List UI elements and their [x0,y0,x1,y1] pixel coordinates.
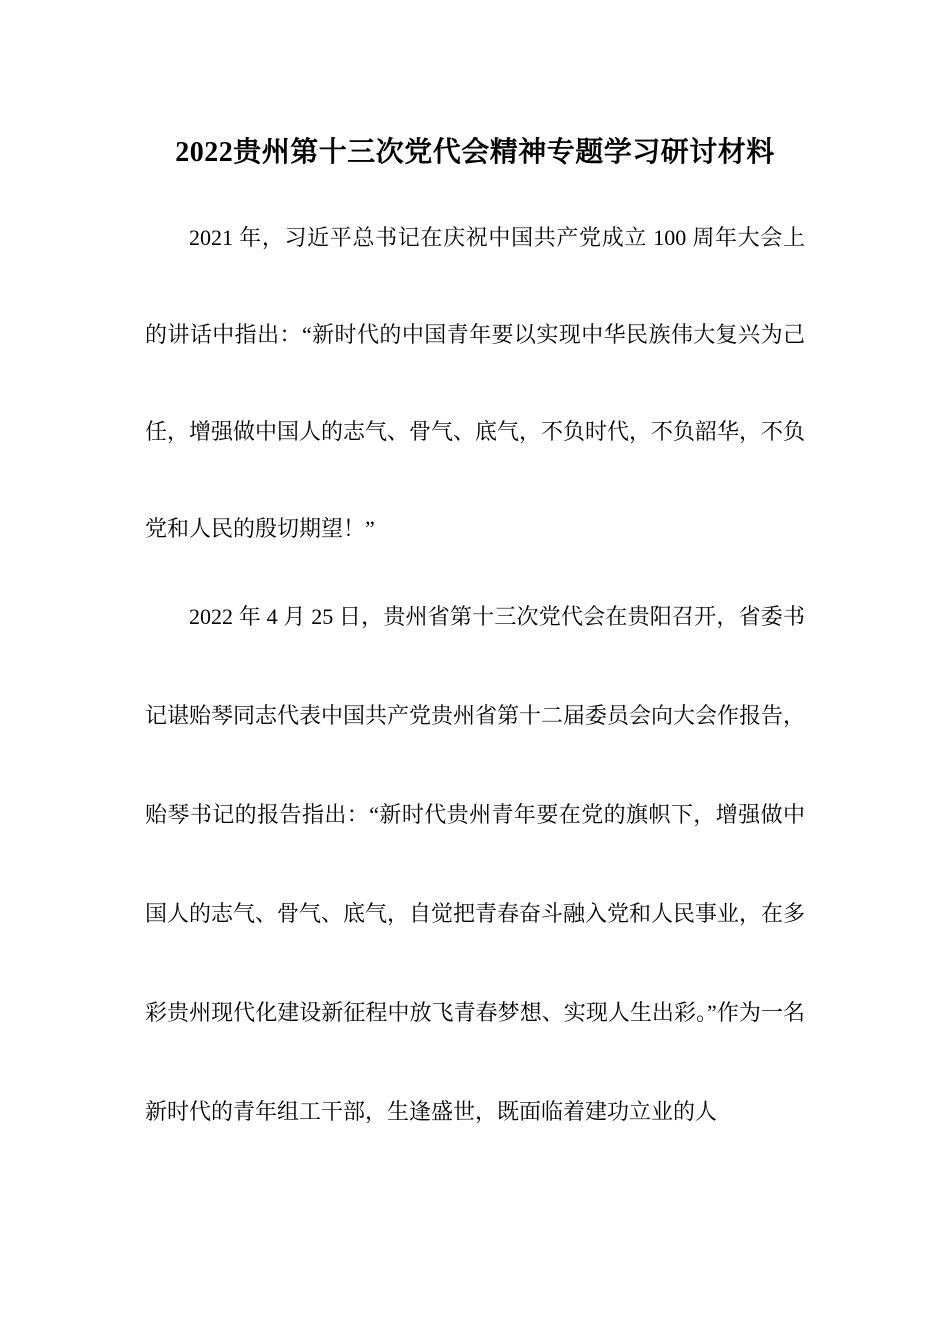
paragraph-2: 2022 年 4 月 25 日，贵州省第十三次党代会在贵阳召开，省委书记谌贻琴同志代表中国共产党贵州省第十二届委员会向大会作报告，贻琴书记的报告指出：“新时代贵州青年要在党的旗帜下，增强做中国人的志气、骨气、底气，自觉把青春奋斗融入党和人民事业，在多彩贵州现代化建设新征程中放飞青春梦想、实现人生出彩。”作为一名新时代的青年组工干部，生逢盛世，既面临着建功立业的人 [145,604,806,1124]
document-title: 2022贵州第十三次党代会精神专题学习研讨材料 [175,137,775,168]
document-body [145,189,805,1161]
paragraph-1: 2021 年，习近平总书记在庆祝中国共产党成立 100 周年大会上的讲话中指出：“新时代的中国青年要以实现中华民族伟大复兴为己任，增强做中国人的志气、骨气、底气，不负时代，不负韶华，不负党和人民的殷切期望！” [145,225,806,541]
